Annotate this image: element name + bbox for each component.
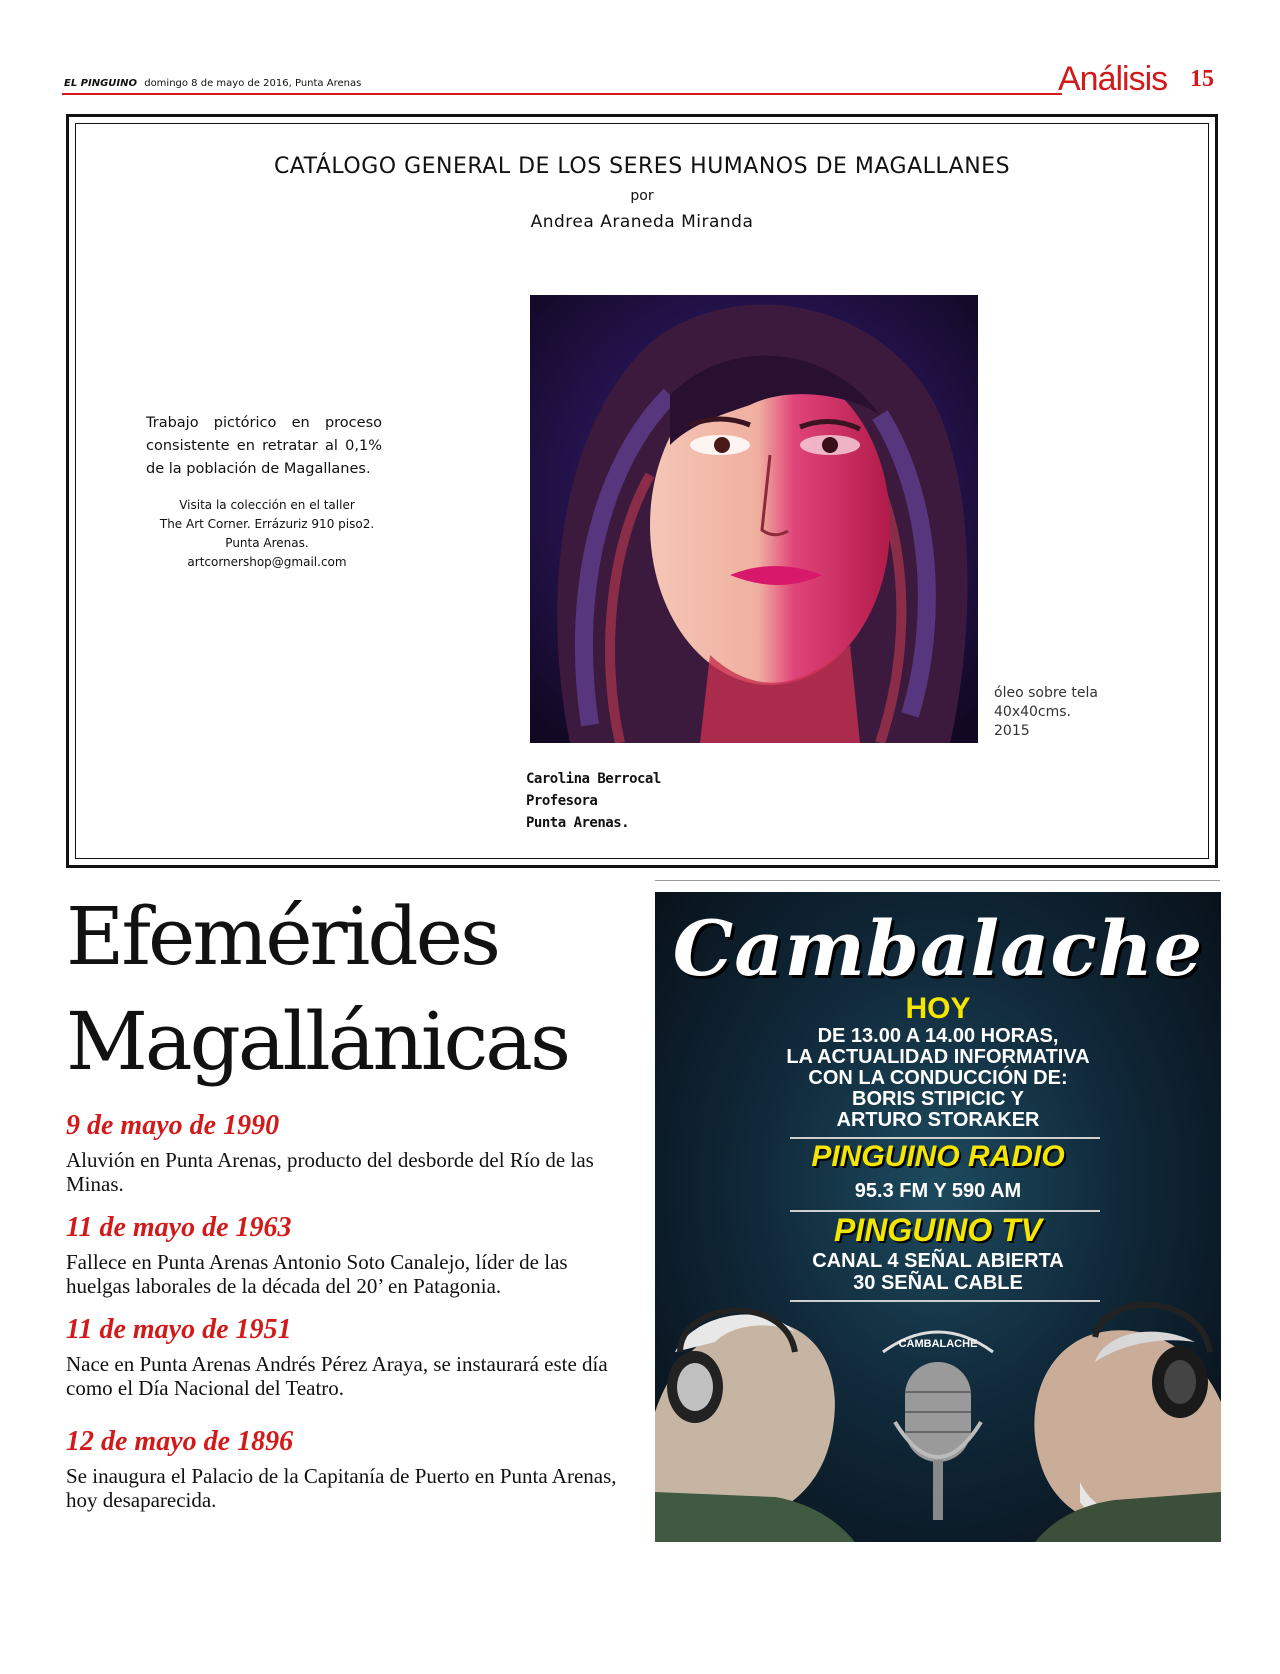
section-title: Análisis [1058,60,1168,98]
advert-schedule [655,1026,1221,1131]
catalog-advert [66,114,1218,868]
catalog-author: Andrea Araneda Miranda [530,212,754,232]
catalog-visit-info [132,496,402,572]
portrait-painting-image [530,295,978,743]
painting-medium: óleo sobre tela [994,685,1098,701]
advert-divider [790,1137,1100,1139]
advert-channel-line: CANAL 4 SEÑAL ABIERTA [812,1250,1064,1272]
catalog-title: CATÁLOGO GENERAL DE LOS SERES HUMANOS DE MAGALLANES [273,154,1011,179]
painting-info [994,684,1098,741]
visit-line: Punta Arenas. [225,536,309,550]
efemeride-date: 9 de mayo de 1990 [66,1110,280,1141]
advert-top-rule [655,880,1220,881]
header-rule [62,93,1062,95]
efemeride-text: Nace en Punta Arenas Andrés Pérez Araya, se instaurará este día como el Día Nacional del Teatro. [66,1352,608,1400]
hosts-photo [655,1292,1221,1542]
visit-line: Visita la colección en el taller [179,498,355,512]
visit-email: artcornershop@gmail.com [187,555,347,569]
advert-line: DE 13.00 A 14.00 HORAS, [817,1025,1059,1047]
efemeride-item [66,1210,626,1298]
advert-tv-brand: PINGUINO TV [833,1212,1042,1248]
advert-radio-brand: PINGUINO RADIO [811,1140,1065,1173]
subject-name: Carolina Berrocal [526,771,661,787]
subject-city: Punta Arenas. [526,815,630,831]
advert-line: LA ACTUALIDAD INFORMATIVA [786,1046,1090,1068]
efemerides-title-line: Efemérides [66,890,498,983]
catalog-by: por [630,188,654,204]
efemeride-text: Se inaugura el Palacio de la Capitanía de Puerto en Punta Arenas, hoy desaparecida. [66,1464,617,1512]
efemerides-title-line: Magallánicas [66,995,569,1088]
dateline: domingo 8 de mayo de 2016, Punta Arenas [144,78,362,89]
cambalache-logo: Cambalache [672,904,1204,993]
header-dateline-block [64,78,361,89]
advert-line: ARTURO STORAKER [836,1109,1040,1131]
efemerides-list [66,1108,626,1526]
advert-today: HOY [905,992,971,1025]
efemerides-title [66,884,646,1094]
subject-occupation: Profesora [526,793,598,809]
portrait-subject [526,768,661,834]
mic-label: CAMBALACHE [898,1338,978,1350]
efemeride-date: 11 de mayo de 1963 [66,1212,292,1243]
efemeride-text: Aluvión en Punta Arenas, producto del desborde del Río de las Minas. [66,1148,594,1196]
advert-line: BORIS STIPICIC Y [852,1088,1024,1110]
catalog-advert-inner-frame [75,123,1209,859]
advert-tv-channels [655,1250,1221,1294]
efemeride-item [66,1424,626,1512]
efemeride-date: 12 de mayo de 1896 [66,1426,294,1457]
painting-year: 2015 [994,723,1030,739]
advert-radio-frequency: 95.3 FM Y 590 AM [854,1180,1022,1202]
painting-size: 40x40cms. [994,704,1071,720]
publication-name: EL PINGUINO [64,78,138,89]
cambalache-advert [655,892,1221,1542]
advert-channel-line: 30 SEÑAL CABLE [853,1272,1023,1294]
page-number: 15 [1190,66,1214,92]
portrait-painting [530,295,978,743]
efemeride-date: 11 de mayo de 1951 [66,1314,292,1345]
visit-line: The Art Corner. Errázuriz 910 piso2. [159,517,375,531]
efemeride-item [66,1108,626,1196]
advert-line: CON LA CONDUCCIÓN DE: [808,1067,1068,1089]
catalog-description: Trabajo pictórico en proceso consistente en retratar al 0,1% de la población de Magallanes. [146,415,382,477]
efemeride-item [66,1312,626,1400]
efemeride-text: Fallece en Punta Arenas Antonio Soto Canalejo, líder de las huelgas laborales de la década del 20’ en Patagonia. [66,1250,568,1298]
